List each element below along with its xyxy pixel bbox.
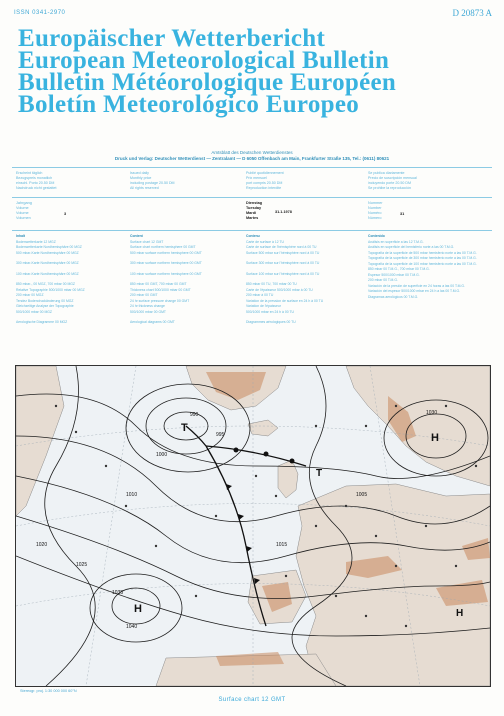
volume-value: 3 — [64, 212, 67, 216]
contents-heading: Contenu — [246, 234, 260, 238]
info-line: Se publica diariamente — [368, 171, 405, 175]
contents-item: 850 mbar 00 T.M.G., 700 mbar 00 T.M.G. — [368, 267, 430, 271]
volume-label: Volume — [16, 206, 29, 210]
date-value-wrap — [275, 210, 292, 215]
pressure-label: T — [181, 422, 188, 434]
station-dot — [335, 595, 337, 597]
station-dot — [105, 465, 107, 467]
station-dot — [195, 595, 197, 597]
info-line: Se prohibe la reproducción — [368, 186, 411, 190]
contents-item: Surface 100 mbar sur l'hémisphère nord à 00 TU — [246, 271, 320, 276]
info-line: including postage 20.50 DM — [130, 181, 175, 185]
divider — [12, 230, 492, 231]
contents-item: 300 mbar surface northern hemisphere 00 GMT — [130, 261, 202, 265]
contents-item: Surface chart 12 GMT — [130, 239, 164, 244]
contents-item: Variation de l'épaisseur — [246, 304, 281, 308]
contents-column-es — [368, 234, 488, 300]
issn-label: ISSN 0341-2970 — [14, 10, 66, 16]
contents-item: Análisis en superficie a las 12 T.M.G. — [368, 239, 424, 244]
pressure-label: 1030 — [426, 410, 438, 416]
info-line: Bezugspreis monatlich — [16, 176, 53, 180]
number-label: Número — [368, 216, 382, 220]
info-column-en — [130, 171, 175, 191]
contents-item: 500/1000 mbar 00 GMT — [130, 309, 166, 314]
contents-item: 100 mbar surface northern hemisphere 00 GMT — [130, 271, 202, 276]
station-dot — [475, 465, 477, 467]
day-label: Martes — [246, 216, 259, 220]
contents-item: 200 mbar 00 GMT — [130, 293, 158, 297]
contents-item: Espesor 500/1000 mbar 00 T.M.G. — [368, 272, 420, 277]
station-dot — [275, 495, 277, 497]
divider — [12, 197, 492, 198]
pressure-label: T — [316, 468, 323, 479]
warm-front-bulge — [290, 459, 295, 464]
contents-heading: Inhalt — [16, 234, 26, 238]
info-line: Nachdruck nicht gestattet — [16, 186, 57, 190]
map-caption: Surface chart 12 GMT — [218, 697, 286, 703]
station-dot — [395, 565, 397, 567]
station-dot — [405, 625, 407, 627]
info-line: Monthly price — [130, 176, 152, 180]
contents-item: Surface chart northern hemisphere 00 GMT — [130, 245, 196, 249]
contents-item: 200 mbar à 00 TU — [246, 293, 274, 297]
contents-item: Tendez Bodendruckänderung 00 MGZ — [16, 298, 74, 303]
contents-item: 850 mbar 00 GMT, 700 mbar 00 GMT — [130, 282, 187, 286]
station-dot — [365, 425, 367, 427]
warm-front-bulge — [264, 452, 269, 457]
contents-item: Bodenwetterkarte 12 MGZ — [16, 239, 56, 244]
contents-item: Bodenwetterkarte Nordhemisphäre 00 MGZ — [16, 245, 82, 249]
title-german: Europäischer Wetterbericht — [18, 25, 326, 52]
pressure-label: 1015 — [276, 542, 288, 548]
contents-item: Topografía de la superficie de 300 mbar hemisferio norte a las 00 T.M.G. — [368, 256, 477, 260]
info-line: Prix mensuel — [246, 176, 267, 180]
document-number: D 20873 A — [452, 8, 492, 18]
pressure-label: 1035 — [112, 590, 124, 596]
number-label: Nummer — [368, 201, 383, 205]
number-value-wrap — [400, 212, 404, 217]
contents-column-de — [16, 234, 126, 326]
station-dot — [285, 575, 287, 577]
info-line: Precio de suscripción mensual — [368, 176, 417, 180]
contents-item: Variation de la pression de surface en 24 h à 00 TU — [246, 298, 324, 303]
info-line: incluyendo porte 20.50 DM — [368, 181, 411, 185]
contents-item: 500 mbar surface northern hemisphere 00 GMT — [130, 250, 202, 255]
station-dot — [425, 525, 427, 527]
station-dot — [445, 405, 447, 407]
title-english: European Meteorological Bulletin — [18, 47, 390, 74]
info-line: Publié quotidiennement — [246, 171, 284, 175]
contents-item: 500/1000 mbar en 24 h à 00 TU — [246, 309, 295, 314]
pressure-label: 1040 — [126, 624, 138, 630]
publisher-line-1: Amtsblatt des Deutschen Wetterdienstes — [211, 150, 293, 155]
contents-item: Diagramas aerológicos 00 T.M.G. — [368, 294, 419, 299]
contents-item: 200 mbar 00 MGZ — [16, 293, 44, 297]
contents-item: Surface 500 mbar sur l'hémisphère nord à 00 TU — [246, 250, 320, 255]
contents-item: Análisis en superficie del hemisferio norte a las 00 T.M.G. — [368, 245, 455, 249]
weather-map-graphic — [16, 366, 490, 686]
contents-item: Carte de surface de l'hémisphère nord à 00 TU — [246, 245, 317, 249]
contents-item: Relative Topographie 500/1000 mbar 00 MGZ — [16, 287, 85, 292]
number-value: 31 — [400, 212, 405, 216]
info-column-es — [368, 171, 417, 191]
station-dot — [315, 425, 317, 427]
contents-item: 100 mbar-Karte Nordhemisphäre 00 MGZ — [16, 271, 79, 276]
title-block — [18, 25, 488, 118]
day-label: Dienstag — [246, 201, 263, 205]
contents-item: 200 mbar 00 T.M.G. — [368, 278, 398, 282]
contents-heading: Content — [130, 234, 143, 238]
number-label: Number — [368, 206, 382, 210]
pressure-label: H — [431, 432, 439, 444]
contents-heading: Contenido — [368, 234, 385, 238]
contents-item: Gleichzeitige Analyse der Topographie — [16, 304, 74, 308]
number-labels — [368, 201, 383, 221]
station-dot — [455, 565, 457, 567]
station-dot — [375, 535, 377, 537]
surface-weather-map — [15, 365, 491, 687]
contents-item: Surface 300 mbar sur l'hémisphère nord à 00 TU — [246, 261, 320, 265]
number-label: Numéro — [368, 211, 382, 215]
divider — [12, 167, 492, 168]
contents-item: Carte de surface à 12 TU — [246, 239, 285, 244]
station-dot — [125, 505, 127, 507]
warm-front-bulge — [234, 448, 239, 453]
pressure-label: H — [456, 608, 464, 619]
contents-item: 850 mbar 00 TU, 700 mbar 00 TU — [246, 282, 297, 286]
contents-item: Thickness chart 500/1000 mbar 00 GMT — [130, 287, 191, 292]
date-value: 31.1.1978 — [275, 210, 292, 214]
day-label: Mardi — [246, 211, 257, 215]
pressure-label: 995 — [216, 432, 225, 438]
contents-item: 500 mbar-Karte Nordhemisphäre 00 MGZ — [16, 250, 79, 255]
pressure-label: H — [134, 603, 142, 615]
volume-value-wrap — [64, 212, 66, 217]
station-dot — [315, 525, 317, 527]
contents-item: 500/1000 mbar 00 MGZ — [16, 309, 52, 314]
contents-column-fr — [246, 234, 362, 326]
station-dot — [215, 515, 217, 517]
pressure-label: 1020 — [36, 542, 48, 548]
pressure-label: 990 — [190, 412, 199, 418]
title-spanish: Boletín Meteorológico Europeo — [18, 91, 360, 118]
contents-item: Variación de la presión de superficie en 24 horas a las 00 T.M.G. — [368, 283, 465, 288]
info-column-fr — [246, 171, 284, 191]
volume-labels — [16, 201, 32, 221]
contents-item: Aerological diagrams 00 GMT — [130, 320, 175, 324]
info-line: Reproduction interdite — [246, 186, 282, 190]
publisher-line-2: Druck und Verlag: Deutscher Wetterdienst — Zentralamt — D 6050 Offenbach am Main, Frankfurter Straße 135, Tel.: (0611) 80621 — [114, 156, 390, 161]
volume-label: Volume — [16, 211, 29, 215]
info-line: einschl. Porto 20.50 DM — [16, 181, 55, 185]
volume-label: Jahrgang — [16, 201, 32, 205]
info-column-de — [16, 171, 57, 191]
contents-item: 850 mbar-, 00 MGZ, 700 mbar 00 MGZ — [16, 282, 75, 286]
contents-item: Topografía de la superficie de 100 mbar hemisferio norte a las 00 T.M.G. — [368, 261, 477, 266]
map-scale-note: Stereogr. proj. 1:30 000 000 60°N — [20, 689, 77, 693]
contents-item: Aerologische Diagramme 00 MGZ — [16, 320, 68, 324]
station-dot — [75, 431, 77, 433]
info-line: Issued daily — [130, 171, 149, 175]
contents-item: Topografía de la superficie de 500 mbar hemisferio norte a las 00 T.M.G. — [368, 250, 477, 255]
station-dot — [365, 615, 367, 617]
station-dot — [155, 545, 157, 547]
pressure-label: 1005 — [356, 492, 368, 498]
info-line: Erscheint täglich — [16, 171, 43, 175]
station-dot — [395, 405, 397, 407]
station-dot — [255, 475, 257, 477]
contents-item: 300 mbar-Karte Nordhemisphäre 00 MGZ — [16, 261, 79, 265]
pressure-label: 1000 — [156, 452, 168, 458]
contents-item: Carte de l'épaisseur 500/1000 mbar à 00 TU — [246, 287, 313, 292]
station-dot — [345, 505, 347, 507]
station-dot — [55, 405, 57, 407]
contents-column-en — [130, 234, 240, 326]
pressure-label: 1010 — [126, 492, 138, 498]
contents-item: 24 hr thickness change — [130, 304, 165, 308]
volume-label: Volumen — [16, 216, 31, 220]
day-labels — [246, 201, 262, 221]
title-french: Bulletin Météorologique Européen — [18, 69, 397, 96]
pressure-label: 1025 — [76, 562, 88, 568]
contents-item: 24 hr surface pressure change 00 GMT — [130, 298, 190, 303]
day-label: Tuesday — [246, 206, 262, 210]
info-line: All rights reserved — [130, 186, 159, 190]
info-line: port compris 20.50 DM — [246, 181, 283, 185]
contents-item: Diagrammes aérologiques 00 TU — [246, 320, 296, 324]
publisher-block — [0, 150, 504, 162]
contents-item: Variación del espesor 500/1000 mbar en 24 h a las 00 T.M.G. — [368, 289, 461, 293]
